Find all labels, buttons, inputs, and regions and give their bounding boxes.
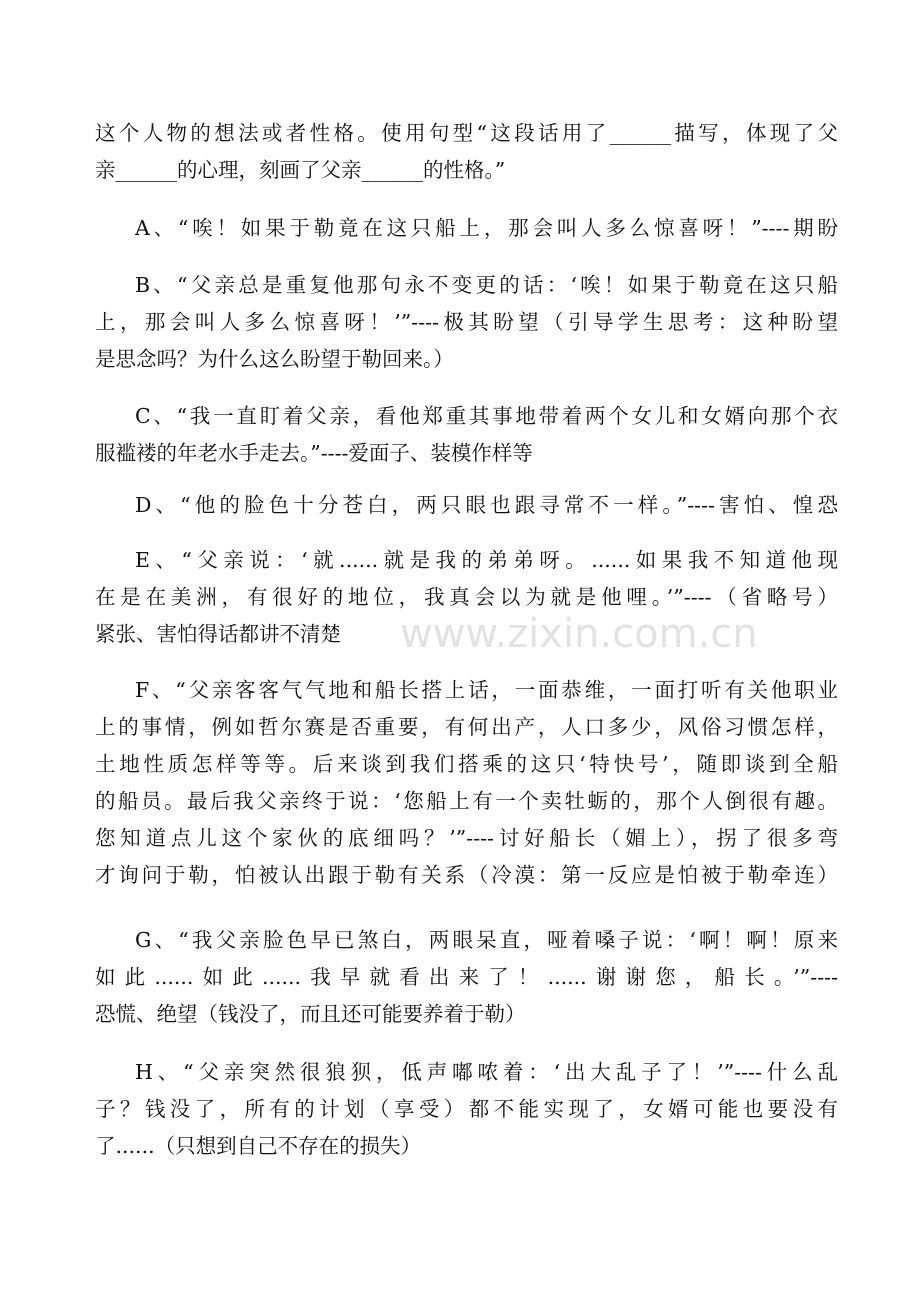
text-line: 您知道点儿这个家伙的底细吗？’”----讨好船长（媚上），拐了很多弯 [95, 826, 838, 850]
text-line: 这个人物的想法或者性格。使用句型“这段话用了______描写，体现了父 [95, 121, 838, 145]
text-line: B、“父亲总是重复他那句永不变更的话：‘唉！如果于勒竟在这只船 [135, 273, 838, 297]
text-line: F、“父亲客客气气地和船长搭上话，一面恭维，一面打听有关他职业 [135, 678, 838, 702]
text-line: 如此......如此......我早就看出来了！......谢谢您，船长。’”---- [95, 965, 838, 989]
text-line: 亲______的心理，刻画了父亲______的性格。” [95, 158, 506, 182]
text-line: 子？钱没了，所有的计划（享受）都不能实现了，女婿可能也要没有 [95, 1097, 838, 1121]
text-line: 恐慌、绝望（钱没了，而且还可能要养着于勒） [95, 1002, 526, 1026]
text-line: G、“我父亲脸色早已煞白，两眼呆直，哑着嗓子说：‘啊！啊！原来 [135, 928, 838, 952]
text-line: 紧张、害怕得话都讲不清楚 [95, 622, 341, 646]
text-line: 上的事情，例如哲尔赛是否重要，有何出产，人口多少，风俗习惯怎样， [95, 715, 838, 739]
text-line: 才询问于勒，怕被认出跟于勒有关系（冷漠：第一反应是怕被于勒牵连） [95, 863, 838, 887]
text-line: 服褴褛的年老水手走去。”----爱面子、装模作样等 [95, 441, 533, 465]
text-line: 是思念吗？为什么这么盼望于勒回来。） [95, 347, 454, 371]
text-line: 的船员。最后我父亲终于说：‘您船上有一个卖牡蛎的，那个人倒很有趣。 [95, 789, 838, 813]
text-line: 在是在美洲，有很好的地位，我真会以为就是他哩。’”----（省略号） [95, 585, 838, 609]
text-line: C、“我一直盯着父亲，看他郑重其事地带着两个女儿和女婿向那个衣 [135, 404, 838, 428]
text-line: E、“父亲说：‘就......就是我的弟弟呀。......如果我不知道他现 [135, 548, 838, 572]
watermark: www.zixin.com.cn [400, 611, 758, 657]
text-line: D、“他的脸色十分苍白，两只眼也跟寻常不一样。”----害怕、惶恐 [135, 493, 838, 517]
text-line: A、“唉！如果于勒竟在这只船上，那会叫人多么惊喜呀！”----期盼 [135, 216, 838, 240]
text-line: 上，那会叫人多么惊喜呀！’”----极其盼望（引导学生思考：这种盼望 [95, 310, 838, 334]
text-line: 了......（只想到自己不存在的损失） [95, 1134, 422, 1158]
text-line: 土地性质怎样等等。后来谈到我们搭乘的这只‘特快号’，随即谈到全船 [95, 752, 838, 776]
text-line: H、“父亲突然很狼狈，低声嘟哝着：‘出大乱子了！’”----什么乱 [135, 1060, 838, 1084]
